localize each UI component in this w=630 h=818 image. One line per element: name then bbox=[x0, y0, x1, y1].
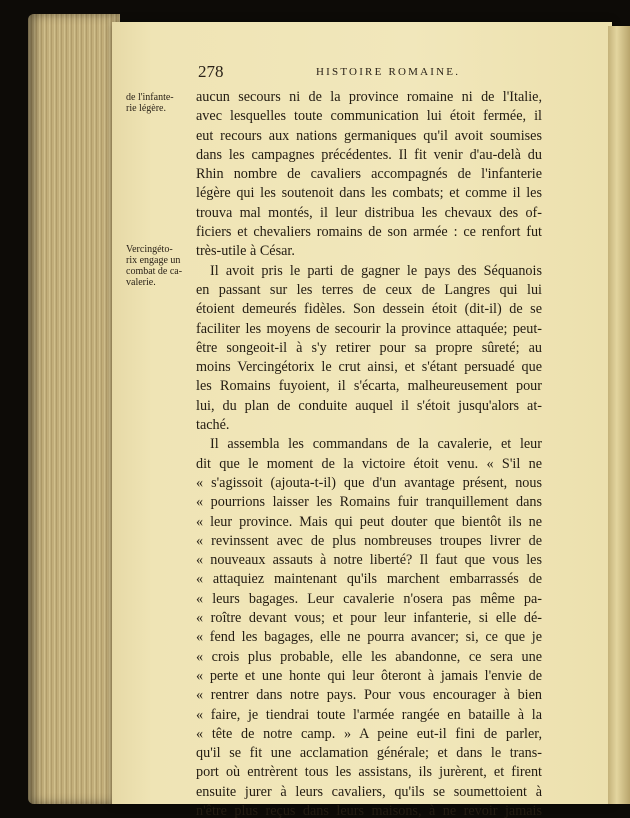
text-line: les Romains fuyoient, il s'écarta, malheureusement pour bbox=[196, 378, 542, 395]
book-page-edges bbox=[28, 14, 120, 804]
text-line: « revinssent avec de plus nombreuses troupes livrer de bbox=[196, 532, 542, 549]
text-line: avec lesquelles toute communication lui étoit fermée, il bbox=[196, 108, 542, 125]
text-line: « pourrions laisser les Romains fuir tranquillement dans bbox=[196, 494, 542, 511]
running-title: HISTOIRE ROMAINE. bbox=[316, 66, 461, 78]
margin-note: Vercingéto- rix engage un combat de ca- valerie. bbox=[126, 244, 183, 288]
text-line: qu'il se fit une acclamation générale; et dans le trans- bbox=[196, 745, 542, 762]
text-line: « tête de notre camp. » A peine eut-il fini de parler, bbox=[196, 725, 542, 742]
text-line: « rentrer dans notre pays. Pour vous encourager à bien bbox=[196, 687, 542, 704]
text-line: Rhin nombre de cavaliers accompagnés de l'infanterie bbox=[196, 166, 542, 183]
text-line: aucun secours ni de la province romaine ni de l'Italie, bbox=[196, 89, 542, 105]
text-line: trouva mal montés, il leur distribua les chevaux des of- bbox=[196, 204, 542, 221]
text-line: Il avoit pris le parti de gagner le pays des Séquanois bbox=[210, 262, 542, 279]
text-line: port où entrèrent tous les assistans, ils jurèrent, et firent bbox=[196, 764, 542, 781]
text-line: dit que le moment de la victoire étoit venu. « S'il ne bbox=[196, 455, 542, 472]
paragraph bbox=[196, 262, 542, 436]
page-number: 278 bbox=[198, 62, 224, 81]
text-line: « fend les bagages, elle ne pourra avancer; si, ce que je bbox=[196, 629, 542, 646]
text-line: ensuite jurer à leurs cavaliers, qu'ils se soumettoient à bbox=[196, 783, 542, 800]
text-line: en passant sur les terres de ceux de Langres qui lui bbox=[196, 281, 542, 298]
text-line: « attaquiez maintenant qu'ils marchent embarrassés de bbox=[196, 571, 542, 588]
text-line: « perte et une honte qui leur ôteront à jamais l'envie de bbox=[196, 667, 542, 684]
book-spine-edge bbox=[608, 26, 630, 804]
text-line: ficiers et chevaliers romains de son armée : ce renfort fut bbox=[196, 224, 542, 241]
text-line: « s'agissoit (ajouta-t-il) que d'un avantage présent, nous bbox=[196, 474, 542, 491]
text-line: faciliter les moyens de secourir la province attaquée; peut- bbox=[196, 320, 542, 337]
text-line: n'être plus reçus dans leurs maisons, à ne revoir jamais bbox=[196, 802, 542, 818]
text-line: taché. bbox=[196, 417, 230, 434]
paragraph bbox=[196, 435, 542, 818]
paragraph bbox=[196, 88, 542, 262]
text-line: lui, du plan de conduite auquel il s'étoit jusqu'alors at- bbox=[196, 397, 542, 414]
text-line: « crois plus probable, elle les abandonne, ce sera une bbox=[196, 648, 542, 665]
text-line: Il assembla les commandans de la cavalerie, et leur bbox=[210, 436, 542, 453]
text-line: étoient demeurés fidèles. Son dessein étoit (dit-il) de se bbox=[196, 301, 542, 318]
text-line: dans les campagnes précédentes. Il fit venir d'au-delà du bbox=[196, 146, 542, 163]
text-line: très-utile à César. bbox=[196, 243, 295, 260]
page-header bbox=[198, 62, 543, 84]
body-text bbox=[196, 88, 542, 818]
margin-note: de l'infante- rie légère. bbox=[126, 92, 174, 114]
text-line: « faire, je tiendrai toute l'armée rangée en bataille à la bbox=[196, 706, 542, 723]
text-line: légère qui les soutenoit dans les combats; et comme il les bbox=[196, 185, 542, 202]
text-line: eut recours aux nations germaniques qu'il avoit soumises bbox=[196, 127, 542, 144]
text-line: « leurs bagages. Leur cavalerie n'osera pas même pa- bbox=[196, 590, 542, 607]
text-line: « nouveaux assauts à notre liberté? Il faut que vous les bbox=[196, 552, 542, 569]
text-line: « leur province. Mais qui peut douter que bientôt ils ne bbox=[196, 513, 542, 530]
text-line: « roître devant vous; et pour leur infanterie, si elle dé- bbox=[196, 610, 542, 627]
text-line: moins Vercingétorix le crut ainsi, et s'étant persuadé que bbox=[196, 359, 542, 376]
text-line: être songeoit-il à s'y retirer pour sa propre sûreté; au bbox=[196, 339, 542, 356]
